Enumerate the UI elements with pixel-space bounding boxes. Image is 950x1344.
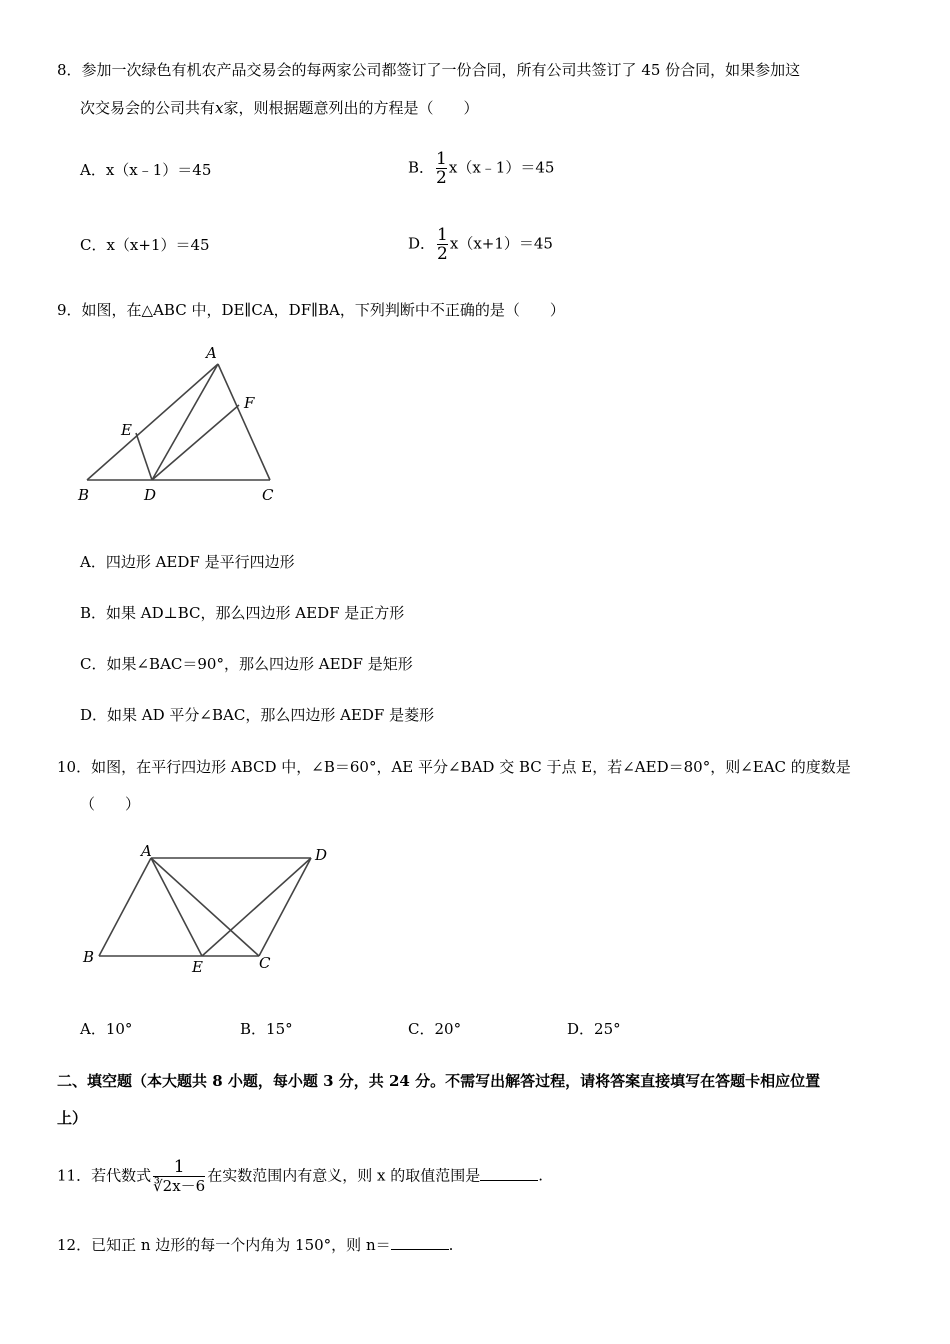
q11-prefix: 11．若代数式 [57, 1166, 152, 1185]
label-d: D [144, 486, 157, 504]
q11-fraction [153, 1158, 205, 1195]
q10-option-c: C．20° [408, 1020, 462, 1038]
q9-option-b: B．如果 AD⊥BC，那么四边形 AEDF 是正方形 [80, 604, 405, 622]
q8-option-c: C．x（x+1）＝45 [80, 236, 210, 254]
fraction-numerator: 1 [436, 149, 447, 169]
q8-var: x [215, 99, 224, 117]
segment-de [136, 433, 152, 480]
q8-option-b-fraction [436, 150, 447, 187]
segment-dc [259, 858, 311, 956]
q8-option-d-expr: x（x+1）＝45 [449, 234, 553, 253]
segment-ae [151, 858, 202, 956]
q8-line2-post: 家，则根据题意列出的方程是（ ） [223, 99, 479, 117]
segment-ab [99, 858, 151, 956]
segment-ad [152, 364, 218, 480]
q8-option-b [408, 150, 554, 187]
q8-line2-pre: 次交易会的公司共有 [80, 99, 216, 117]
q10-option-a: A．10° [80, 1020, 133, 1038]
q8-option-b-expr: x（x﹣1）＝45 [448, 158, 555, 177]
q12-end: . [448, 1236, 454, 1254]
q12-text: 12．已知正 n 边形的每一个内角为 150°，则 n＝ [57, 1236, 391, 1254]
label-f: F [244, 394, 255, 412]
q8-line2 [80, 98, 479, 118]
fraction-denominator: 2 [437, 244, 448, 264]
q11-end: . [538, 1166, 543, 1185]
q12-answer-blank[interactable] [391, 1235, 449, 1250]
q8-option-d-fraction [437, 226, 448, 263]
q10-stem-line2: （ ） [80, 795, 141, 813]
fraction-denominator: 2 [436, 168, 447, 188]
segment-ab [87, 364, 218, 480]
q9-option-a: A．四边形 AEDF 是平行四边形 [80, 553, 295, 571]
q9-triangle-figure [70, 340, 290, 510]
q10-option-b: B．15° [240, 1020, 293, 1038]
q9-option-d: D．如果 AD 平分∠BAC，那么四边形 AEDF 是菱形 [80, 706, 435, 724]
q11-answer-blank[interactable] [480, 1166, 538, 1181]
label-b: B [78, 486, 90, 504]
fraction-denominator: ∛2x－6 [153, 1177, 206, 1195]
segment-ed [202, 858, 311, 956]
segment-df [152, 405, 239, 480]
q11 [57, 1158, 543, 1195]
q12 [57, 1235, 453, 1255]
segment-ac [151, 858, 259, 956]
label-c: C [259, 954, 271, 972]
q10-parallelogram-figure [75, 838, 345, 978]
label-a: A [206, 344, 217, 362]
q10-stem-line1: 10．如图，在平行四边形 ABCD 中，∠B＝60°，AE 平分∠BAD 交 BC 于点 E，若∠AED＝80°，则∠EAC 的度数是 [57, 758, 851, 776]
q9-stem: 9．如图，在△ABC 中，DE∥CA，DF∥BA，下列判断中不正确的是（ ） [57, 301, 565, 319]
q8-option-a: A．x（x﹣1）＝45 [80, 161, 212, 179]
label-a: A [141, 842, 152, 860]
fraction-numerator: 1 [173, 1157, 185, 1177]
q8-option-b-prefix: B． [408, 158, 435, 177]
label-e: E [192, 958, 203, 976]
q8-option-d-prefix: D． [408, 234, 436, 253]
section2-heading-line2: 上） [57, 1109, 88, 1127]
q11-text: 在实数范围内有意义，则 x 的取值范围是 [207, 1166, 481, 1185]
q9-option-c: C．如果∠BAC＝90°，那么四边形 AEDF 是矩形 [80, 655, 413, 673]
label-e: E [121, 421, 132, 439]
q8-option-d [408, 226, 553, 263]
q8-line1: 8．参加一次绿色有机农产品交易会的每两家公司都签订了一份合同，所有公司共签订了 45 份合同，如果参加这 [57, 61, 801, 79]
fraction-numerator: 1 [437, 225, 448, 245]
segment-ac [218, 364, 270, 480]
section2-heading-line1: 二、填空题（本大题共 8 小题，每小题 3 分，共 24 分。不需写出解答过程，请将答案直接填写在答题卡相应位置 [57, 1072, 821, 1090]
label-d: D [315, 846, 328, 864]
label-c: C [262, 486, 274, 504]
q10-option-d: D．25° [567, 1020, 621, 1038]
label-b: B [83, 948, 95, 966]
